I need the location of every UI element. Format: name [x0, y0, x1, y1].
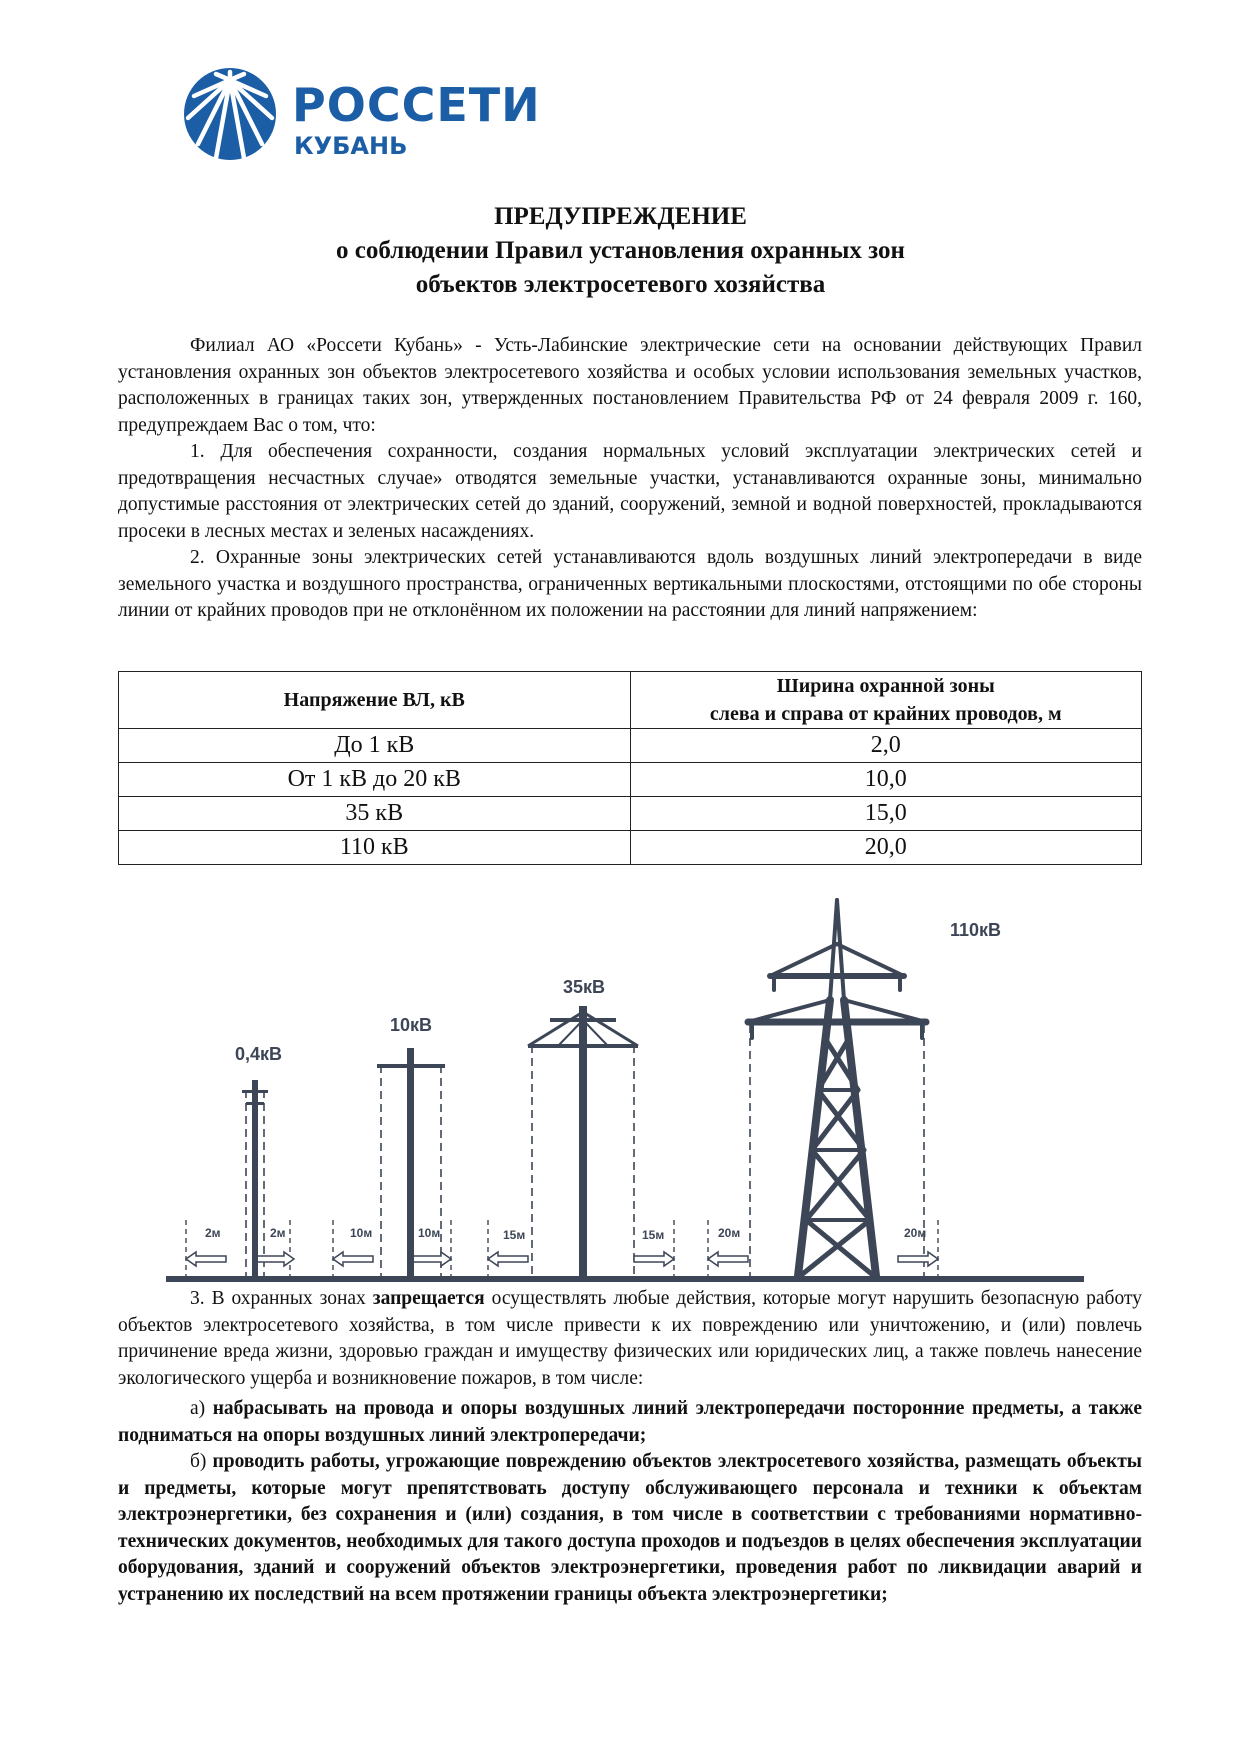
voltage-label-35kv: 35кВ — [563, 977, 606, 997]
voltage-cell: От 1 кВ до 20 кВ — [119, 763, 631, 797]
distance-label-35-left: 15м — [503, 1228, 526, 1242]
header-voltage: Напряжение ВЛ, кВ — [119, 672, 631, 729]
logo-emblem-icon — [182, 66, 278, 162]
voltage-label-10kv: 10кВ — [390, 1015, 433, 1035]
voltage-cell: 110 кВ — [119, 831, 631, 865]
logo-branch-name: КУБАНЬ — [294, 132, 408, 160]
voltage-label-04kv: 0,4кВ — [235, 1044, 283, 1064]
table-row — [119, 797, 1142, 831]
item-a-prefix: а) — [190, 1398, 213, 1419]
tower-35kv — [528, 1006, 638, 1276]
clause-3-forbidden: запрещается — [372, 1288, 485, 1309]
distance-label-04-left: 2м — [205, 1226, 221, 1240]
prohibitions-section — [118, 1286, 1142, 1608]
table-row — [119, 729, 1142, 763]
item-a-paragraph — [118, 1396, 1142, 1449]
company-logo — [182, 66, 541, 176]
width-cell: 2,0 — [630, 729, 1141, 763]
distance-label-10-right: 10м — [418, 1226, 441, 1240]
tower-110kv — [748, 900, 926, 1276]
item-b-text: проводить работы, угрожающие повреждению объектов электросетевого хозяйства, размещать объекты и предметы, которые могут препятствовать доступу обслуживающего персонала и техники к объектам электроэнергетики, без сохранения и (или) создания, в том числе в соответствии с требованиями нормативно-технических документов, необходимых для такого доступа проходов и подъездов в целях обеспечения эксплуатации оборудования, зданий и сооружений объектов электроэнергетики, проведения работ по ликвидации аварий и устранению их последствий на всем протяжении границы объекта электроэнергетики; — [118, 1451, 1143, 1605]
title-subheading-1: о соблюдении Правил установления охранных зон — [336, 237, 905, 264]
header-zone-width-line-1: Ширина охранной зоны — [776, 675, 995, 697]
distance-label-110-left: 20м — [718, 1226, 741, 1240]
title-heading: ПРЕДУПРЕЖДЕНИЕ — [494, 203, 747, 230]
width-cell: 15,0 — [630, 797, 1141, 831]
title-subheading-2: объектов электросетевого хозяйства — [415, 271, 826, 298]
distance-label-110-right: 20м — [904, 1226, 927, 1240]
intro-paragraph: Филиал АО «Россети Кубань» - Усть-Лабинские электрические сети на основании действующих Правил установления охранных зон объектов электросетевого хозяйства и особых условии использования земельных участков, расположенных в границах таких зон, утвержденных постановлением Правительства РФ от 24 февраля 2009 г. 160, предупреждаем Вас о том, что: — [118, 335, 1142, 436]
clause-2-paragraph: 2. Охранные зоны электрических сетей устанавливаются вдоль воздушных линий электропередачи в виде земельного участка и воздушного пространства, ограниченных вертикальными плоскостями, отстоящими по обе стороны линии от крайних проводов при не отклонённом их положении на расстоянии для линий напряжением: — [118, 547, 1142, 621]
logo-company-name: РОССЕТИ — [292, 78, 541, 132]
clause-1-paragraph: 1. Для обеспечения сохранности, создания нормальных условий эксплуатации электрических сетей и предотвращения несчастных случае» отводятся земельные участки, устанавливаются охранные зоны, минимально допустимые расстояния от электрических сетей до зданий, сооружений, земной и водной поверхностей, прокладываются просеки в лесных местах и зеленых насаждениях. — [118, 441, 1142, 542]
voltage-cell: 35 кВ — [119, 797, 631, 831]
item-b-prefix: б) — [190, 1451, 213, 1472]
width-cell: 10,0 — [630, 763, 1141, 797]
distance-label-10-left: 10м — [350, 1226, 373, 1240]
document-title — [0, 200, 1241, 302]
tower-10kv — [377, 1048, 445, 1276]
intro-section — [118, 333, 1142, 625]
clause-3-paragraph — [118, 1286, 1142, 1392]
voltage-cell: До 1 кВ — [119, 729, 631, 763]
zone-limits — [186, 1220, 938, 1276]
table-row — [119, 763, 1142, 797]
item-b-paragraph — [118, 1449, 1142, 1608]
protection-zone-table — [118, 671, 1142, 865]
clause-3-start: 3. В охранных зонах — [190, 1288, 373, 1309]
header-zone-width — [630, 672, 1141, 729]
voltage-label-110kv: 110кВ — [950, 920, 1002, 940]
distance-label-35-right: 15м — [642, 1228, 665, 1242]
clause-3-end: осуществлять любые действия, которые могут нарушить безопасную работу объектов электросетевого хозяйства, в том числе привести к их повреждению или уничтожению, и (или) повлечь причинение вреда жизни, здоровью граждан и имуществу физических или юридических лиц, а также повлечь нанесение экологического ущерба и возникновение пожаров, в том числе: — [118, 1288, 1142, 1389]
ground-line — [166, 1276, 1084, 1282]
item-a-text: набрасывать на провода и опоры воздушных линий электропередачи посторонние предметы, а также подниматься на опоры воздушных линий электропередачи; — [118, 1398, 1142, 1446]
protection-zone-diagram — [158, 880, 1098, 1290]
table-header-row — [119, 672, 1142, 729]
width-cell: 20,0 — [630, 831, 1141, 865]
distance-label-04-right: 2м — [270, 1226, 286, 1240]
header-zone-width-line-2: слева и справа от крайних проводов, м — [709, 703, 1062, 725]
table-row — [119, 831, 1142, 865]
